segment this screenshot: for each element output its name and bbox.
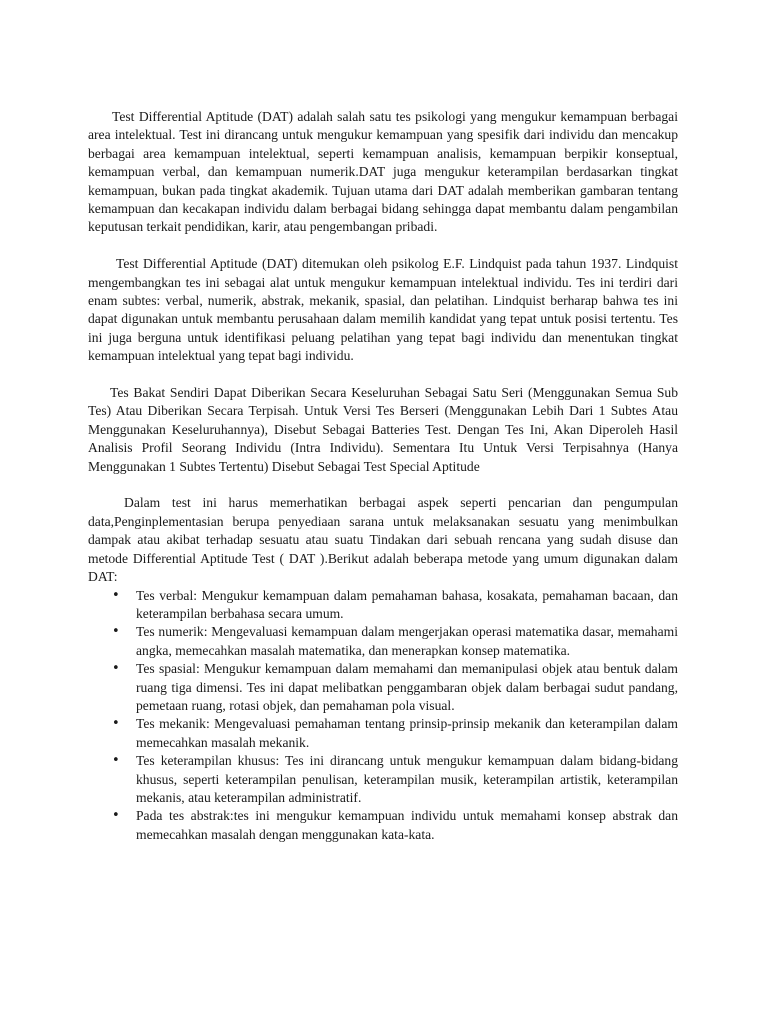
bullet-icon: • bbox=[112, 753, 120, 769]
bullet-icon: • bbox=[112, 808, 120, 824]
list-item bbox=[88, 807, 678, 844]
list-item bbox=[88, 752, 678, 807]
list-item-text: Tes verbal: Mengukur kemampuan dalam pemahaman bahasa, kosakata, pemahaman bacaan, dan keterampilan berbahasa secara umum. bbox=[136, 587, 678, 621]
bullet-icon: • bbox=[112, 716, 120, 732]
list-item-text: Tes keterampilan khusus: Tes ini dirancang untuk mengukur kemampuan dalam bidang-bidang khusus, seperti keterampilan penulisan, keterampilan musik, keterampilan artistik, keterampilan mekanis, atau keterampilan administratif. bbox=[136, 753, 678, 805]
paragraph-dat-administration: Tes Bakat Sendiri Dapat Diberikan Secara Keseluruhan Sebagai Satu Seri (Menggunakan Semua Sub Tes) Atau Diberikan Secara Terpisah. Untuk Versi Tes Berseri (Menggunakan Lebih Dari 1 Subtes Atau Menggunakan Keseluruhannya), Disebut Sebagai Batteries Test. Dengan Tes Ini, Akan Diperoleh Hasil Analisis Profil Seorang Individu (Intra Individu). Sementara Itu Untuk Versi Terpisahnya (Hanya Menggunakan 1 Subtes Tertentu) Disebut Sebagai Test Special Aptitude bbox=[88, 385, 678, 474]
list-item bbox=[88, 623, 678, 660]
paragraph-dat-history: Test Differential Aptitude (DAT) ditemukan oleh psikolog E.F. Lindquist pada tahun 1937. Lindquist mengembangkan tes ini sebagai alat untuk mengukur kemampuan intelektual individu. Tes ini terdiri dari enam subtes: verbal, numerik, abstrak, mekanik, spasial, dan pelatihan. Lindquist berharap bahwa tes ini dapat digunakan untuk membantu perusahaan dalam memilih kandidat yang tepat untuk posisi tertentu. Tes ini juga berguna untuk identifikasi peluang pelatihan yang tepat bagi individu dan menentukan tingkat kemampuan intelektual yang tepat bagi individu. bbox=[88, 256, 678, 364]
list-item bbox=[88, 715, 678, 752]
bullet-icon: • bbox=[112, 624, 120, 640]
bullet-icon: • bbox=[112, 661, 120, 677]
list-item-text: Tes numerik: Mengevaluasi kemampuan dalam mengerjakan operasi matematika dasar, memahami angka, memecahkan masalah matematika, dan menerapkan konsep matematika. bbox=[136, 624, 678, 658]
list-item bbox=[88, 587, 678, 624]
list-item-text: Tes spasial: Mengukur kemampuan dalam memahami dan memanipulasi objek atau bentuk dalam ruang tiga dimensi. Tes ini dapat melibatkan penggambaran objek dalam berbagai sudut pandang, pemetaan ruang, rotasi objek, dan pemahaman pola visual. bbox=[136, 661, 678, 713]
list-item bbox=[88, 660, 678, 715]
bullet-icon: • bbox=[112, 587, 120, 603]
list-item-text: Pada tes abstrak:tes ini mengukur kemampuan individu untuk memahami konsep abstrak dan memecahkan masalah dengan menggunakan kata-kata. bbox=[136, 808, 678, 842]
paragraph-dat-methods-intro: Dalam test ini harus memerhatikan berbagai aspek seperti pencarian dan pengumpulan data,Penginplementasian berupa penyediaan sarana untuk melaksanakan sesuatu yang menimbulkan dampak atau akibat terhadap sesuatu atau suatu Tindakan dari sebuah rencana yang sudah disuse dan metode Differential Aptitude Test ( DAT ).Berikut adalah beberapa metode yang umum digunakan dalam DAT: bbox=[88, 495, 678, 585]
paragraph-dat-definition: Test Differential Aptitude (DAT) adalah salah satu tes psikologi yang mengukur kemampuan berbagai area intelektual. Test ini dirancang untuk mengukur kemampuan yang spesifik dari individu dan mencakup berbagai area kemampuan intelektual, seperti kemampuan analisis, kemampuan berpikir konseptual, kemampuan verbal, dan kemampuan numerik.DAT juga mengukur keterampilan berdasarkan tingkat kemampuan, bukan pada tingkat akademik. Tujuan utama dari DAT adalah memberikan gambaran tentang kemampuan dan kecakapan individu dalam berbagai bidang sehingga dapat membantu dalam pengambilan keputusan terkait pendidikan, karir, atau pengembangan pribadi. bbox=[88, 109, 678, 235]
document-page bbox=[88, 108, 678, 844]
list-item-text: Tes mekanik: Mengevaluasi pemahaman tentang prinsip-prinsip mekanik dan keterampilan dalam memecahkan masalah mekanik. bbox=[136, 716, 678, 750]
methods-bullet-list bbox=[88, 587, 678, 845]
